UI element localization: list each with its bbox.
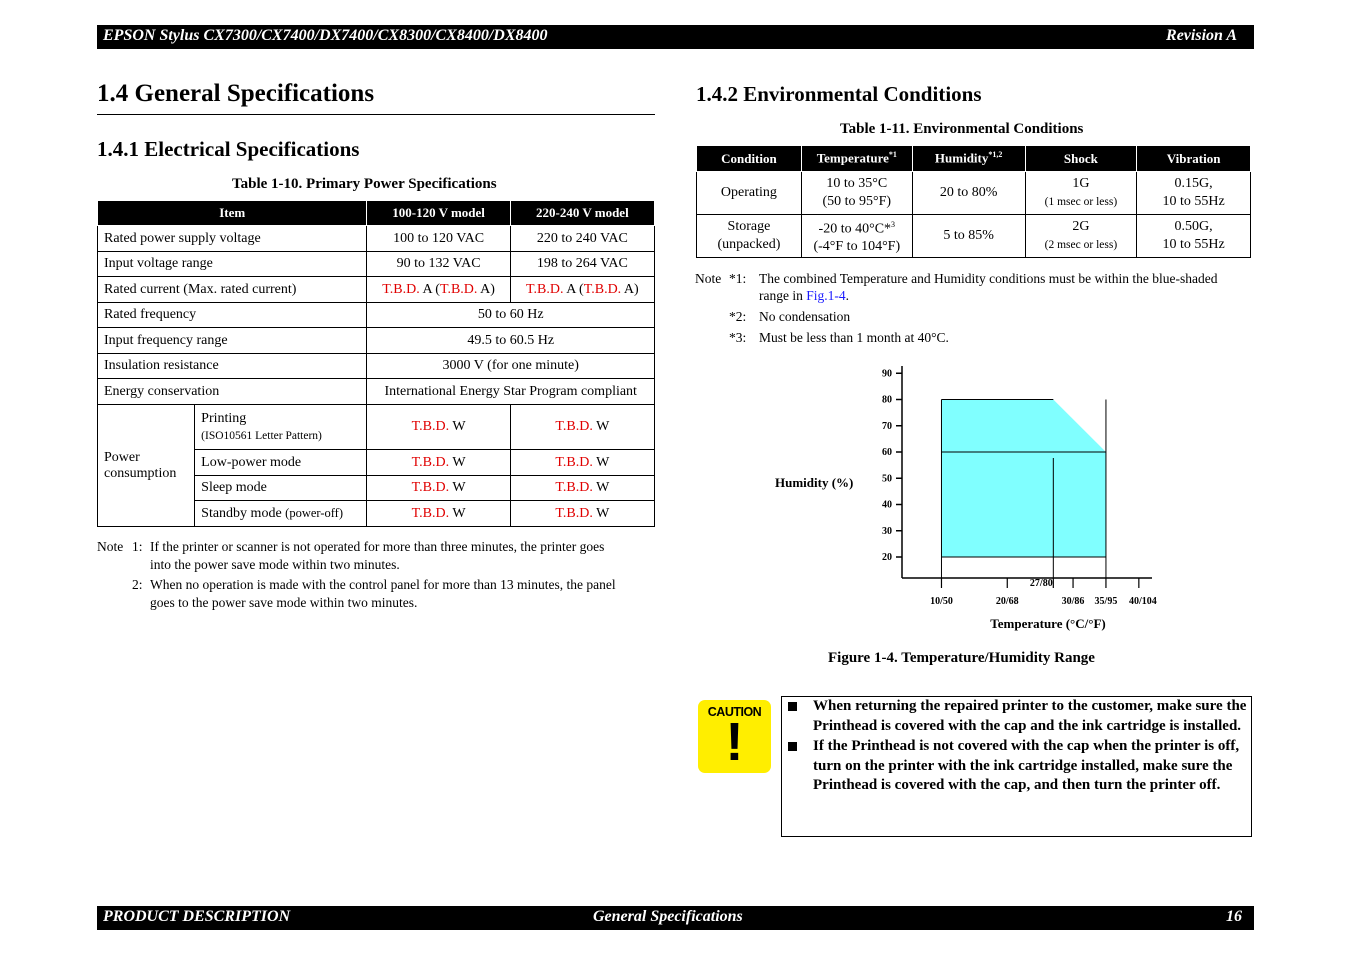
y-tick-label: 70 [882, 420, 892, 432]
cell-temperature: -20 to 40°C*$^3$ (-4°F to 104°F) [801, 215, 912, 258]
table-row [98, 405, 655, 450]
x-tick-label: 10/50 [930, 596, 953, 607]
electrical-note-2-line1: When no operation is made with the control panel for more than 13 minutes, the panel [150, 577, 616, 592]
env-note-label: Note [695, 271, 722, 286]
row-label: Sleep mode [195, 476, 367, 501]
cell-100v: T.B.D. W [367, 405, 510, 450]
y-tick-label: 80 [882, 394, 892, 406]
x-axis-label: Temperature (°C/°F) [990, 616, 1106, 631]
cell-condition: Operating [697, 172, 802, 215]
env-note-3: Must be less than 1 month at 40°C. [759, 330, 949, 345]
temperature-humidity-chart [760, 360, 1180, 640]
footer-bar [97, 906, 1254, 930]
electrical-note-2-num: 2: [132, 577, 143, 592]
section-title: 1.4 General Specifications [97, 80, 375, 107]
env-note-1-line1: The combined Temperature and Humidity conditions must be within the blue-shaded [759, 271, 1218, 286]
y-tick-label: 90 [882, 368, 892, 380]
y-tick-label: 20 [882, 552, 892, 563]
power-table-caption: Table 1-10. Primary Power Specifications [232, 176, 497, 192]
bullet-square-icon [788, 742, 797, 751]
cell-100v: T.B.D. W [367, 450, 510, 476]
x-tick-label: 20/68 [995, 596, 1019, 607]
row-label: Energy conservation [98, 379, 367, 405]
env-note-1-num: *1: [729, 271, 747, 286]
figure-link[interactable]: Fig.1-4 [806, 288, 846, 303]
footer-topic: General Specifications [593, 908, 743, 925]
environmental-title: 1.4.2 Environmental Conditions [696, 82, 982, 106]
row-label: Standby mode (power-off) [195, 501, 367, 527]
row-label: Input voltage range [98, 252, 367, 277]
cell-220v: T.B.D. A (T.B.D. A) [510, 277, 654, 303]
power-consumption-label: Power consumption [98, 405, 195, 527]
col-header-humidity: Humidity$^{*1,2}$ [912, 146, 1025, 172]
environment-table [696, 145, 1251, 258]
footer-section: PRODUCT DESCRIPTION [103, 908, 291, 925]
y-tick-label: 40 [882, 499, 892, 511]
col-header-220v: 220-240 V model [510, 201, 654, 226]
col-header-condition: Condition [697, 146, 802, 172]
caution-item: When returning the repaired printer to the customer, make sure the Printhead is covered with the cap and the ink cartridge is installed. [782, 697, 1251, 736]
env-note-2-num: *2: [729, 309, 747, 324]
cell-100v: T.B.D. W [367, 476, 510, 501]
env-note-1-line2: range in Fig.1-4. [759, 288, 849, 303]
y-tick-label: 30 [882, 525, 892, 537]
exclamation-icon: ! [725, 712, 744, 772]
cell-220v: T.B.D. W [510, 501, 654, 527]
cell-vibration: 0.50G, 10 to 55Hz [1137, 215, 1251, 258]
table-row [697, 172, 1251, 215]
env-table-caption: Table 1-11. Environmental Conditions [840, 121, 1084, 137]
header-bar [97, 25, 1254, 49]
electrical-note-1-num: 1: [132, 539, 143, 554]
row-label: Input frequency range [98, 328, 367, 354]
cell-humidity: 5 to 85% [912, 215, 1025, 258]
row-label: Low-power mode [195, 450, 367, 476]
row-label: Rated frequency [98, 303, 367, 328]
cell-condition: Storage (unpacked) [697, 215, 802, 258]
cell-shock: 2G (2 msec or less) [1025, 215, 1137, 258]
cell-220v: T.B.D. W [510, 476, 654, 501]
electrical-note-2-line2: goes to the power save mode within two minutes. [150, 595, 418, 610]
electrical-note-1-line1: If the printer or scanner is not operated for more than three minutes, the printer goes [150, 539, 605, 554]
col-header-shock: Shock [1025, 146, 1137, 172]
table-row [98, 226, 655, 252]
cell-220v: 198 to 264 VAC [510, 252, 654, 277]
electrical-note-label: Note [97, 539, 124, 554]
figure-caption: Figure 1-4. Temperature/Humidity Range [828, 650, 1095, 666]
row-label: Rated current (Max. rated current) [98, 277, 367, 303]
page-number: 16 [1226, 908, 1242, 925]
table-row [98, 328, 655, 354]
col-header-temperature: Temperature$^{*1}$ [801, 146, 912, 172]
cell-100v: T.B.D. A (T.B.D. A) [367, 277, 510, 303]
cell-value: 50 to 60 Hz [367, 303, 655, 328]
table-row [98, 277, 655, 303]
cell-100v: 100 to 120 VAC [367, 226, 510, 252]
cell-humidity: 20 to 80% [912, 172, 1025, 215]
y-tick-label: 50 [882, 473, 892, 485]
cell-100v: T.B.D. W [367, 501, 510, 527]
section-divider [97, 114, 655, 115]
electrical-note-1-line2: into the power save mode within two minutes. [150, 557, 400, 572]
caution-icon [698, 700, 771, 773]
env-note-3-num: *3: [729, 330, 747, 345]
cell-temperature: 10 to 35°C (50 to 95°F) [801, 172, 912, 215]
cell-vibration: 0.15G, 10 to 55Hz [1137, 172, 1251, 215]
row-label: Insulation resistance [98, 354, 367, 379]
power-spec-table [97, 200, 655, 527]
bullet-square-icon [788, 702, 797, 711]
table-row [98, 303, 655, 328]
cell-220v: T.B.D. W [510, 405, 654, 450]
col-header-vibration: Vibration [1137, 146, 1251, 172]
x-tick-label: 35/95 [1094, 596, 1118, 607]
operating-range-region [941, 400, 1105, 558]
y-tick-label: 60 [882, 447, 892, 458]
caution-icon-label: CAUTION [707, 705, 762, 719]
cell-shock: 1G (1 msec or less) [1025, 172, 1137, 215]
cell-value: 49.5 to 60.5 Hz [367, 328, 655, 354]
cell-100v: 90 to 132 VAC [367, 252, 510, 277]
cell-value: International Energy Star Program compliant [367, 379, 655, 405]
cell-220v: 220 to 240 VAC [510, 226, 654, 252]
x-tick-label: 30/86 [1061, 596, 1085, 607]
col-header-100v: 100-120 V model [367, 201, 510, 226]
caution-box [781, 696, 1252, 837]
x-tick-label: 40/104 [1128, 596, 1157, 607]
document-title: EPSON Stylus CX7300/CX7400/DX7400/CX8300/CX8400/DX8400 [103, 27, 548, 44]
table-row [98, 379, 655, 405]
x-tick-label: 27/80 [1029, 578, 1053, 589]
revision-label: Revision A [1166, 27, 1237, 44]
y-axis-label: Humidity (%) [775, 475, 854, 490]
cell-220v: T.B.D. W [510, 450, 654, 476]
table-row [697, 215, 1251, 258]
caution-item: If the Printhead is not covered with the cap when the printer is off, turn on the printer with the ink cartridge installed, make sure the Printhead is covered with the cap, and then turn the printer off. [782, 737, 1251, 796]
electrical-title: 1.4.1 Electrical Specifications [97, 137, 360, 161]
env-note-2: No condensation [759, 309, 851, 324]
row-label: Printing (ISO10561 Letter Pattern) [195, 405, 367, 450]
table-row [98, 252, 655, 277]
col-header-item: Item [98, 201, 367, 226]
table-row [98, 354, 655, 379]
row-label: Rated power supply voltage [98, 226, 367, 252]
cell-value: 3000 V (for one minute) [367, 354, 655, 379]
